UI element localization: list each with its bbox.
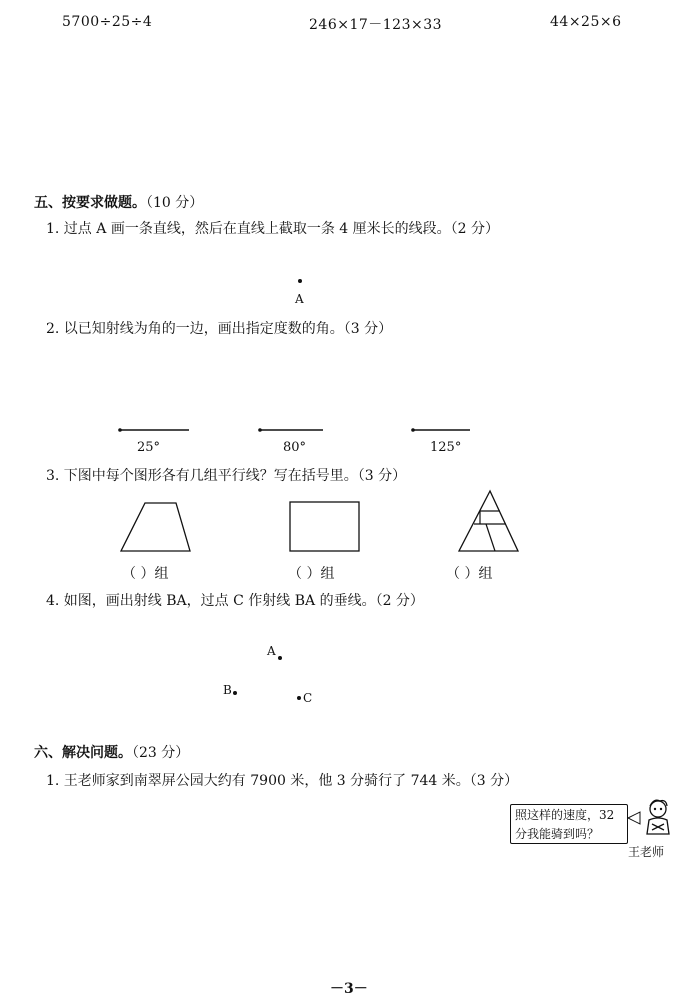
point-a-label-q4: A	[267, 644, 276, 658]
question-5-2: 2. 以已知射线为角的一边，画出指定度数的角。（3 分）	[46, 321, 393, 337]
section-5-title: 五、按要求做题。	[34, 195, 146, 211]
triangle-shape	[459, 491, 518, 551]
ray-80	[258, 428, 323, 432]
calc-expression-3: 44×25×6	[550, 14, 622, 30]
section-6-title: 六、解决问题。	[34, 745, 132, 761]
ray-125	[411, 428, 470, 432]
bubble-tail-icon	[628, 812, 640, 824]
trapezoid-shape	[121, 503, 190, 551]
question-5-3: 3. 下图中每个图形各有几组平行线？写在括号里。（3 分）	[46, 468, 407, 484]
answer-blank-rectangle[interactable]: （ ）组	[288, 566, 335, 582]
section-6-score: （23 分）	[132, 745, 190, 761]
teacher-cartoon-icon	[638, 798, 678, 838]
answer-blank-trapezoid[interactable]: （ ）组	[122, 566, 169, 582]
rectangle-shape	[290, 502, 359, 551]
answer-blank-triangle[interactable]: （ ）组	[446, 566, 493, 582]
point-a-label: A	[295, 292, 304, 306]
teacher-caption: 王老师	[628, 845, 665, 859]
point-c-dot	[297, 696, 301, 700]
point-a-dot-q4	[278, 656, 282, 660]
angle-label-125: 125°	[430, 440, 462, 455]
point-b-dot	[233, 691, 237, 695]
point-a-dot	[298, 279, 302, 283]
section-5-heading	[34, 192, 203, 212]
angle-label-80: 80°	[283, 440, 307, 455]
section-5-score: （10 分）	[146, 195, 204, 211]
question-5-1: 1. 过点 A 画一条直线，然后在直线上截取一条 4 厘米长的线段。（2 分）	[46, 221, 499, 237]
speech-bubble: 照这样的速度，32 分我能骑到吗？	[510, 804, 628, 844]
page-number: －3－	[330, 981, 368, 997]
ray-25	[118, 428, 189, 432]
point-b-label: B	[223, 683, 232, 697]
calc-expression-2: 246×17－123×33	[309, 17, 443, 33]
section-6-heading	[34, 742, 189, 762]
angle-label-25: 25°	[137, 440, 161, 455]
calc-expression-1: 5700÷25÷4	[62, 14, 153, 30]
point-c-label: C	[303, 691, 313, 705]
question-5-4: 4. 如图，画出射线 BA，过点 C 作射线 BA 的垂线。（2 分）	[46, 593, 424, 609]
question-6-1: 1. 王老师家到南翠屏公园大约有 7900 米，他 3 分骑行了 744 米。（3 分）	[46, 773, 519, 789]
